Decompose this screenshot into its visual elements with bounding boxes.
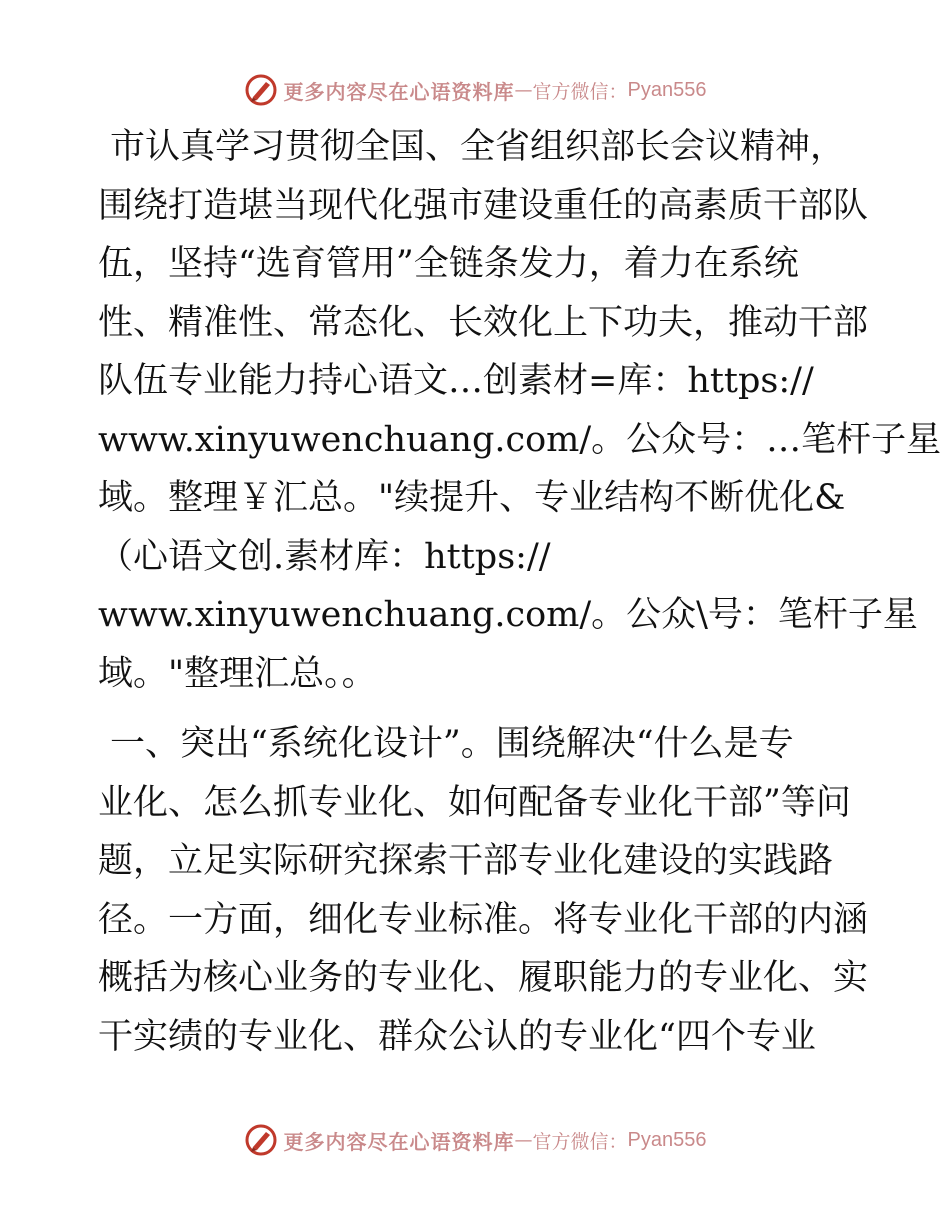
text-line: 域。整理￥汇总。"续提升、专业结构不断优化&: [98, 478, 846, 518]
paragraph-gap: [98, 703, 858, 715]
text-line: 队伍专业能力持心语文…创素材=库：https://: [98, 361, 814, 401]
text-line: 域。"整理汇总。。: [98, 653, 377, 694]
watermark-contact-id: Pyan556: [627, 78, 707, 101]
text-line: 干实绩的专业化、群众公认的专业化“四个专业: [98, 1016, 816, 1057]
text-line: 性、精准性、常态化、长效化上下功夫，推动干部: [98, 302, 869, 343]
text-line: www.xinyuwenchuang.com/。公众\号：笔杆子星: [98, 595, 918, 635]
text-line: 径。一方面，细化专业标准。将专业化干部的内涵: [98, 899, 869, 940]
watermark-contact-label: 官方微信：: [532, 1130, 628, 1153]
text-line: 业化、怎么抓专业化、如何配备专业化干部”等问: [98, 782, 851, 823]
watermark-brand: 更多内容尽在心语资料库: [283, 1129, 515, 1154]
watermark-separator: —: [514, 79, 533, 101]
document-body: [98, 118, 942, 1066]
text-line: 一、突出“系统化设计”。围绕解决“什么是专: [110, 724, 794, 764]
watermark-brand: 更多内容尽在心语资料库: [283, 79, 515, 104]
text-line: 市认真学习贯彻全国、全省组织部长会议精神，: [110, 127, 846, 167]
watermark-contact-id: Pyan556: [627, 1128, 707, 1151]
text-line: 概括为核心业务的专业化、履职能力的专业化、实: [98, 958, 869, 998]
paragraph: [98, 715, 869, 1066]
watermark-header: [0, 70, 950, 110]
watermark-footer: [0, 1120, 950, 1160]
watermark-separator: —: [514, 1129, 533, 1151]
pen-logo-icon: [244, 73, 278, 107]
text-line: 题，立足实际研究探索干部专业化建设的实践路: [98, 841, 834, 881]
pen-logo-icon: [244, 1123, 278, 1157]
text-line: （心语文创.素材库：https://: [98, 536, 551, 577]
text-line: 围绕打造堪当现代化强市建设重任的高素质干部队: [98, 185, 869, 226]
text-line: 伍，坚持“选育管用”全链条发力，着力在系统: [98, 244, 799, 284]
watermark-contact-label: 官方微信：: [532, 80, 628, 103]
text-line: www.xinyuwenchuang.com/。公众号：…笔杆子星: [98, 419, 942, 460]
paragraph: [98, 118, 942, 703]
